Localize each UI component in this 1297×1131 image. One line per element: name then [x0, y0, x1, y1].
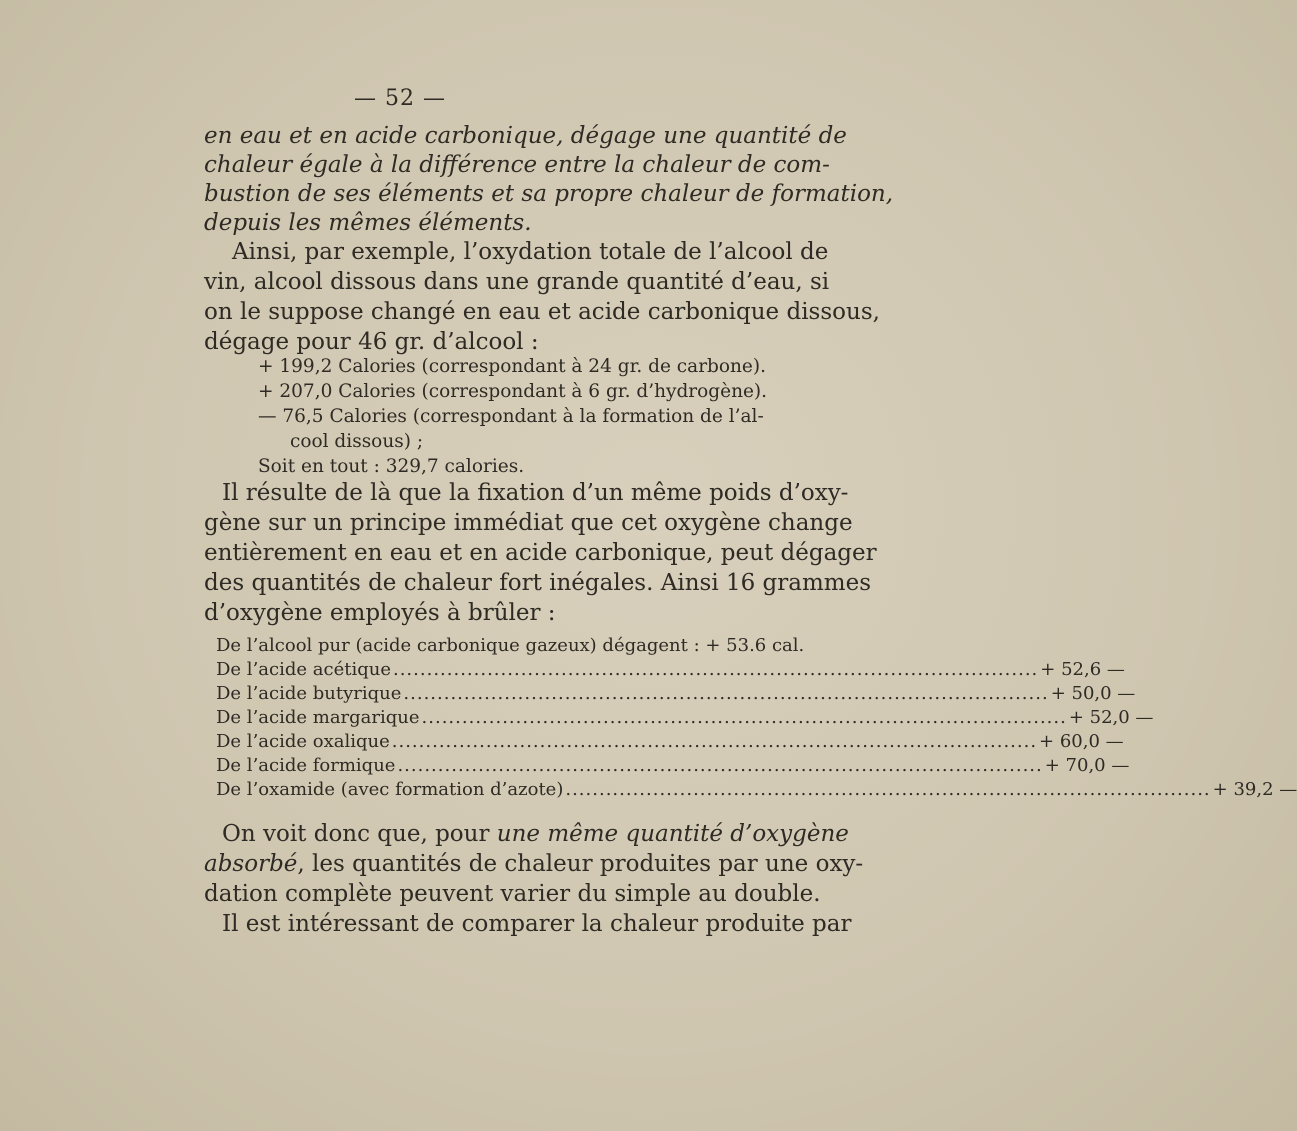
- text-run-italic: une même quantité d’oxygène: [496, 821, 849, 847]
- calc-total: Soit en tout : 329,7 calories.: [258, 456, 525, 477]
- list-item-value: + 70,0 —: [1044, 755, 1130, 776]
- list-item: [216, 730, 1124, 754]
- paragraph-line: Ainsi, par exemple, l’oxydation totale de l’alcool de: [232, 239, 829, 265]
- calc-line: + 199,2 Calories (correspondant à 24 gr. de carbone).: [258, 356, 766, 377]
- paragraph-line: on le suppose changé en eau et acide carbonique dissous,: [204, 299, 880, 325]
- leader-dots: [403, 682, 1048, 706]
- leader-dots: [422, 706, 1067, 730]
- paragraph-line: Il résulte de là que la fixation d’un même poids d’oxy-: [222, 480, 849, 506]
- paragraph-line: Il est intéressant de comparer la chaleur produite par: [222, 911, 852, 937]
- leader-dots: [565, 778, 1210, 802]
- paragraph-line: en eau et en acide carbonique, dégage une quantité de: [204, 123, 847, 149]
- text-run: On voit donc que, pour: [222, 821, 497, 847]
- list-item-value: + 50,0 —: [1050, 683, 1136, 704]
- paragraph-line: dégage pour 46 gr. d’alcool :: [204, 329, 539, 355]
- list-item: [216, 706, 1154, 730]
- list-item-label: De l’oxamide (avec formation d’azote): [216, 779, 564, 800]
- calc-line: + 207,0 Calories (correspondant à 6 gr. d’hydrogène).: [258, 381, 768, 402]
- leader-dots: [392, 730, 1037, 754]
- paragraph-line: chaleur égale à la différence entre la chaleur de com-: [204, 152, 830, 178]
- list-item-label: De l’acide margarique: [216, 707, 420, 728]
- list-item-value: + 52,6 —: [1040, 659, 1125, 680]
- paragraph-line: d’oxygène employés à brûler :: [204, 600, 556, 626]
- paragraph-line: des quantités de chaleur fort inégales. Ainsi 16 grammes: [204, 570, 872, 596]
- list-item: [216, 682, 1136, 706]
- list-item: De l’alcool pur (acide carbonique gazeux) dégagent : + 53.6 cal.: [216, 635, 805, 656]
- list-item-value: + 39,2 —: [1212, 779, 1297, 800]
- paragraph-line: depuis les mêmes éléments.: [204, 210, 532, 236]
- leader-dots: [393, 658, 1038, 682]
- calc-line: cool dissous) ;: [290, 431, 424, 452]
- text-run-italic: absorbé: [204, 851, 298, 877]
- paragraph-line: bustion de ses éléments et sa propre chaleur de formation,: [204, 181, 894, 207]
- list-item: [216, 658, 1125, 682]
- paragraph-line: [222, 820, 849, 848]
- list-item: [216, 778, 1297, 802]
- paragraph-line: dation complète peuvent varier du simple au double.: [204, 881, 821, 907]
- list-item-label: De l’acide acétique: [216, 659, 391, 680]
- list-item-value: + 60,0 —: [1039, 731, 1124, 752]
- paragraph-line: [204, 850, 863, 878]
- leader-dots: [397, 754, 1042, 778]
- page-number: — 52 —: [354, 86, 446, 111]
- list-item: [216, 754, 1130, 778]
- paragraph-line: entièrement en eau et en acide carbonique, peut dégager: [204, 540, 877, 566]
- paragraph-line: gène sur un principe immédiat que cet oxygène change: [204, 510, 853, 536]
- list-item-value: + 52,0 —: [1068, 707, 1154, 728]
- text-run: , les quantités de chaleur produites par une oxy-: [297, 851, 864, 877]
- list-item-label: De l’acide butyrique: [216, 683, 402, 704]
- list-item-label: De l’acide formique: [216, 755, 396, 776]
- list-item-label: De l’acide oxalique: [216, 731, 390, 752]
- calc-line: — 76,5 Calories (correspondant à la formation de l’al-: [258, 406, 764, 427]
- paragraph-line: vin, alcool dissous dans une grande quantité d’eau, si: [204, 269, 830, 295]
